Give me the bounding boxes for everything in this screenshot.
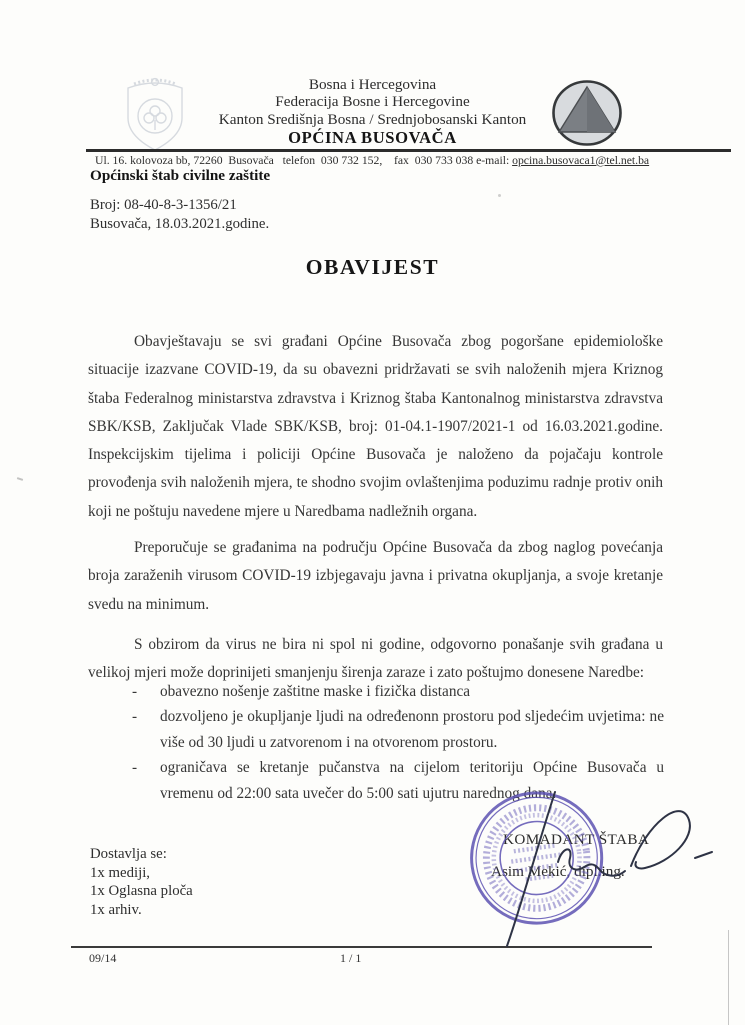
- list-item: [130, 679, 664, 704]
- distribution-item: 1x mediji,: [90, 864, 151, 881]
- reference-number: Broj: 08-40-8-3-1356/21: [90, 197, 237, 213]
- paragraph-recommendation: Preporučuje se građanima na području Općine Busovača da zbog naglog povećanja broja zaraženih virusom COVID-19 izbjegavaju javna i privatna okupljanja, a svoje kretanje svedu na minimum.: [88, 539, 663, 613]
- document-title: OBAVIJEST: [305, 255, 440, 279]
- scan-edge-artifact: [728, 930, 729, 1025]
- address-line: [95, 154, 655, 167]
- list-item-text: ograničava se kretanje pučanstva na cijelom teritoriju Općine Busovača u vremenu od 22:00 sata uvečer do 5:00 sati ujutru narednog dana.: [160, 759, 664, 802]
- paragraph-responsibility: S obzirom da virus ne bira ni spol ni godine, odgovorno ponašanje svih građana u velikoj mjeri može doprinijeti smanjenju širenja zaraze i zato poštujmo donesene Naredbe:: [88, 636, 663, 682]
- place-and-date: Busovača, 18.03.2021.godine.: [90, 215, 270, 232]
- handwritten-signature: [455, 778, 725, 955]
- header-divider: [86, 149, 731, 152]
- signatory-role: KOMADANT ŠTABA: [503, 831, 650, 848]
- paragraph-obligations: Obavještavaju se svi građani Općine Busovača zbog pogoršane epidemiološke situacije izazvane COVID-19, da su obavezni pridržavati se svih naloženih mjera Kriznog štaba Federalnog ministarstva zdravstva i Kriznog štaba Kantonalnog ministarstva zdravstva SBK/KSB, Zaključak Vlade SBK/KSB, broj: 01-04.1-1907/2021-1 od 16.03.2021.godine. Inspekcijskim tijelima i policiji Općine Busovača je naloženo da pojačaju kontrole provođenja svih naloženih mjera, te shodno svojim ovlaštenjima poduzimu radnje protiv onih koji ne poštuju navedene mjere u Naredbama nadležnih organa.: [88, 333, 663, 520]
- distribution-item: 1x Oglasna ploča: [90, 883, 193, 900]
- civil-defense-emblem-icon: [551, 80, 623, 153]
- footer-code: 09/14: [89, 951, 117, 965]
- scan-artifact: [498, 194, 501, 197]
- list-item: [130, 704, 664, 755]
- letterhead-municipality: OPĆINA BUSOVAČA: [288, 128, 457, 148]
- letterhead: [170, 76, 575, 147]
- distribution-block: [90, 845, 193, 919]
- list-item-text: obavezno nošenje zaštitne maske i fizička distanca: [160, 683, 471, 700]
- signatory-name: Asim Mekić, dipl.ing.: [491, 863, 625, 880]
- email-link[interactable]: opcina.busovaca1@tel.net.ba: [512, 154, 650, 167]
- letterhead-canton: Kanton Središnja Bosna / Srednjobosanski Kanton: [218, 110, 527, 128]
- address-text: Ul. 16. kolovoza bb, 72260 Busovača telefon 030 732 152, fax 030 733 038 e-mail:: [95, 154, 513, 167]
- dash-marker: -: [132, 683, 138, 700]
- distribution-label: Dostavlja se:: [90, 846, 167, 862]
- department-title: Općinski štab civilne zaštite: [90, 167, 271, 184]
- distribution-item: 1x arhiv.: [90, 901, 142, 918]
- reference-block: [90, 196, 269, 233]
- scan-artifact: [17, 477, 23, 481]
- list-item-text: dozvoljeno je okupljanje ljudi na određenonn prostoru pod sljedećim uvjetima: ne više od 30 ljudi u zatvorenom i na otvorenom prostoru.: [160, 708, 664, 751]
- dash-marker: -: [132, 759, 138, 777]
- letterhead-federation: Federacija Bosne i Hercegovine: [275, 93, 470, 111]
- dash-marker: -: [132, 708, 138, 726]
- letterhead-country: Bosna i Hercegovina: [308, 76, 437, 93]
- footer-page-number: 1 / 1: [340, 951, 362, 965]
